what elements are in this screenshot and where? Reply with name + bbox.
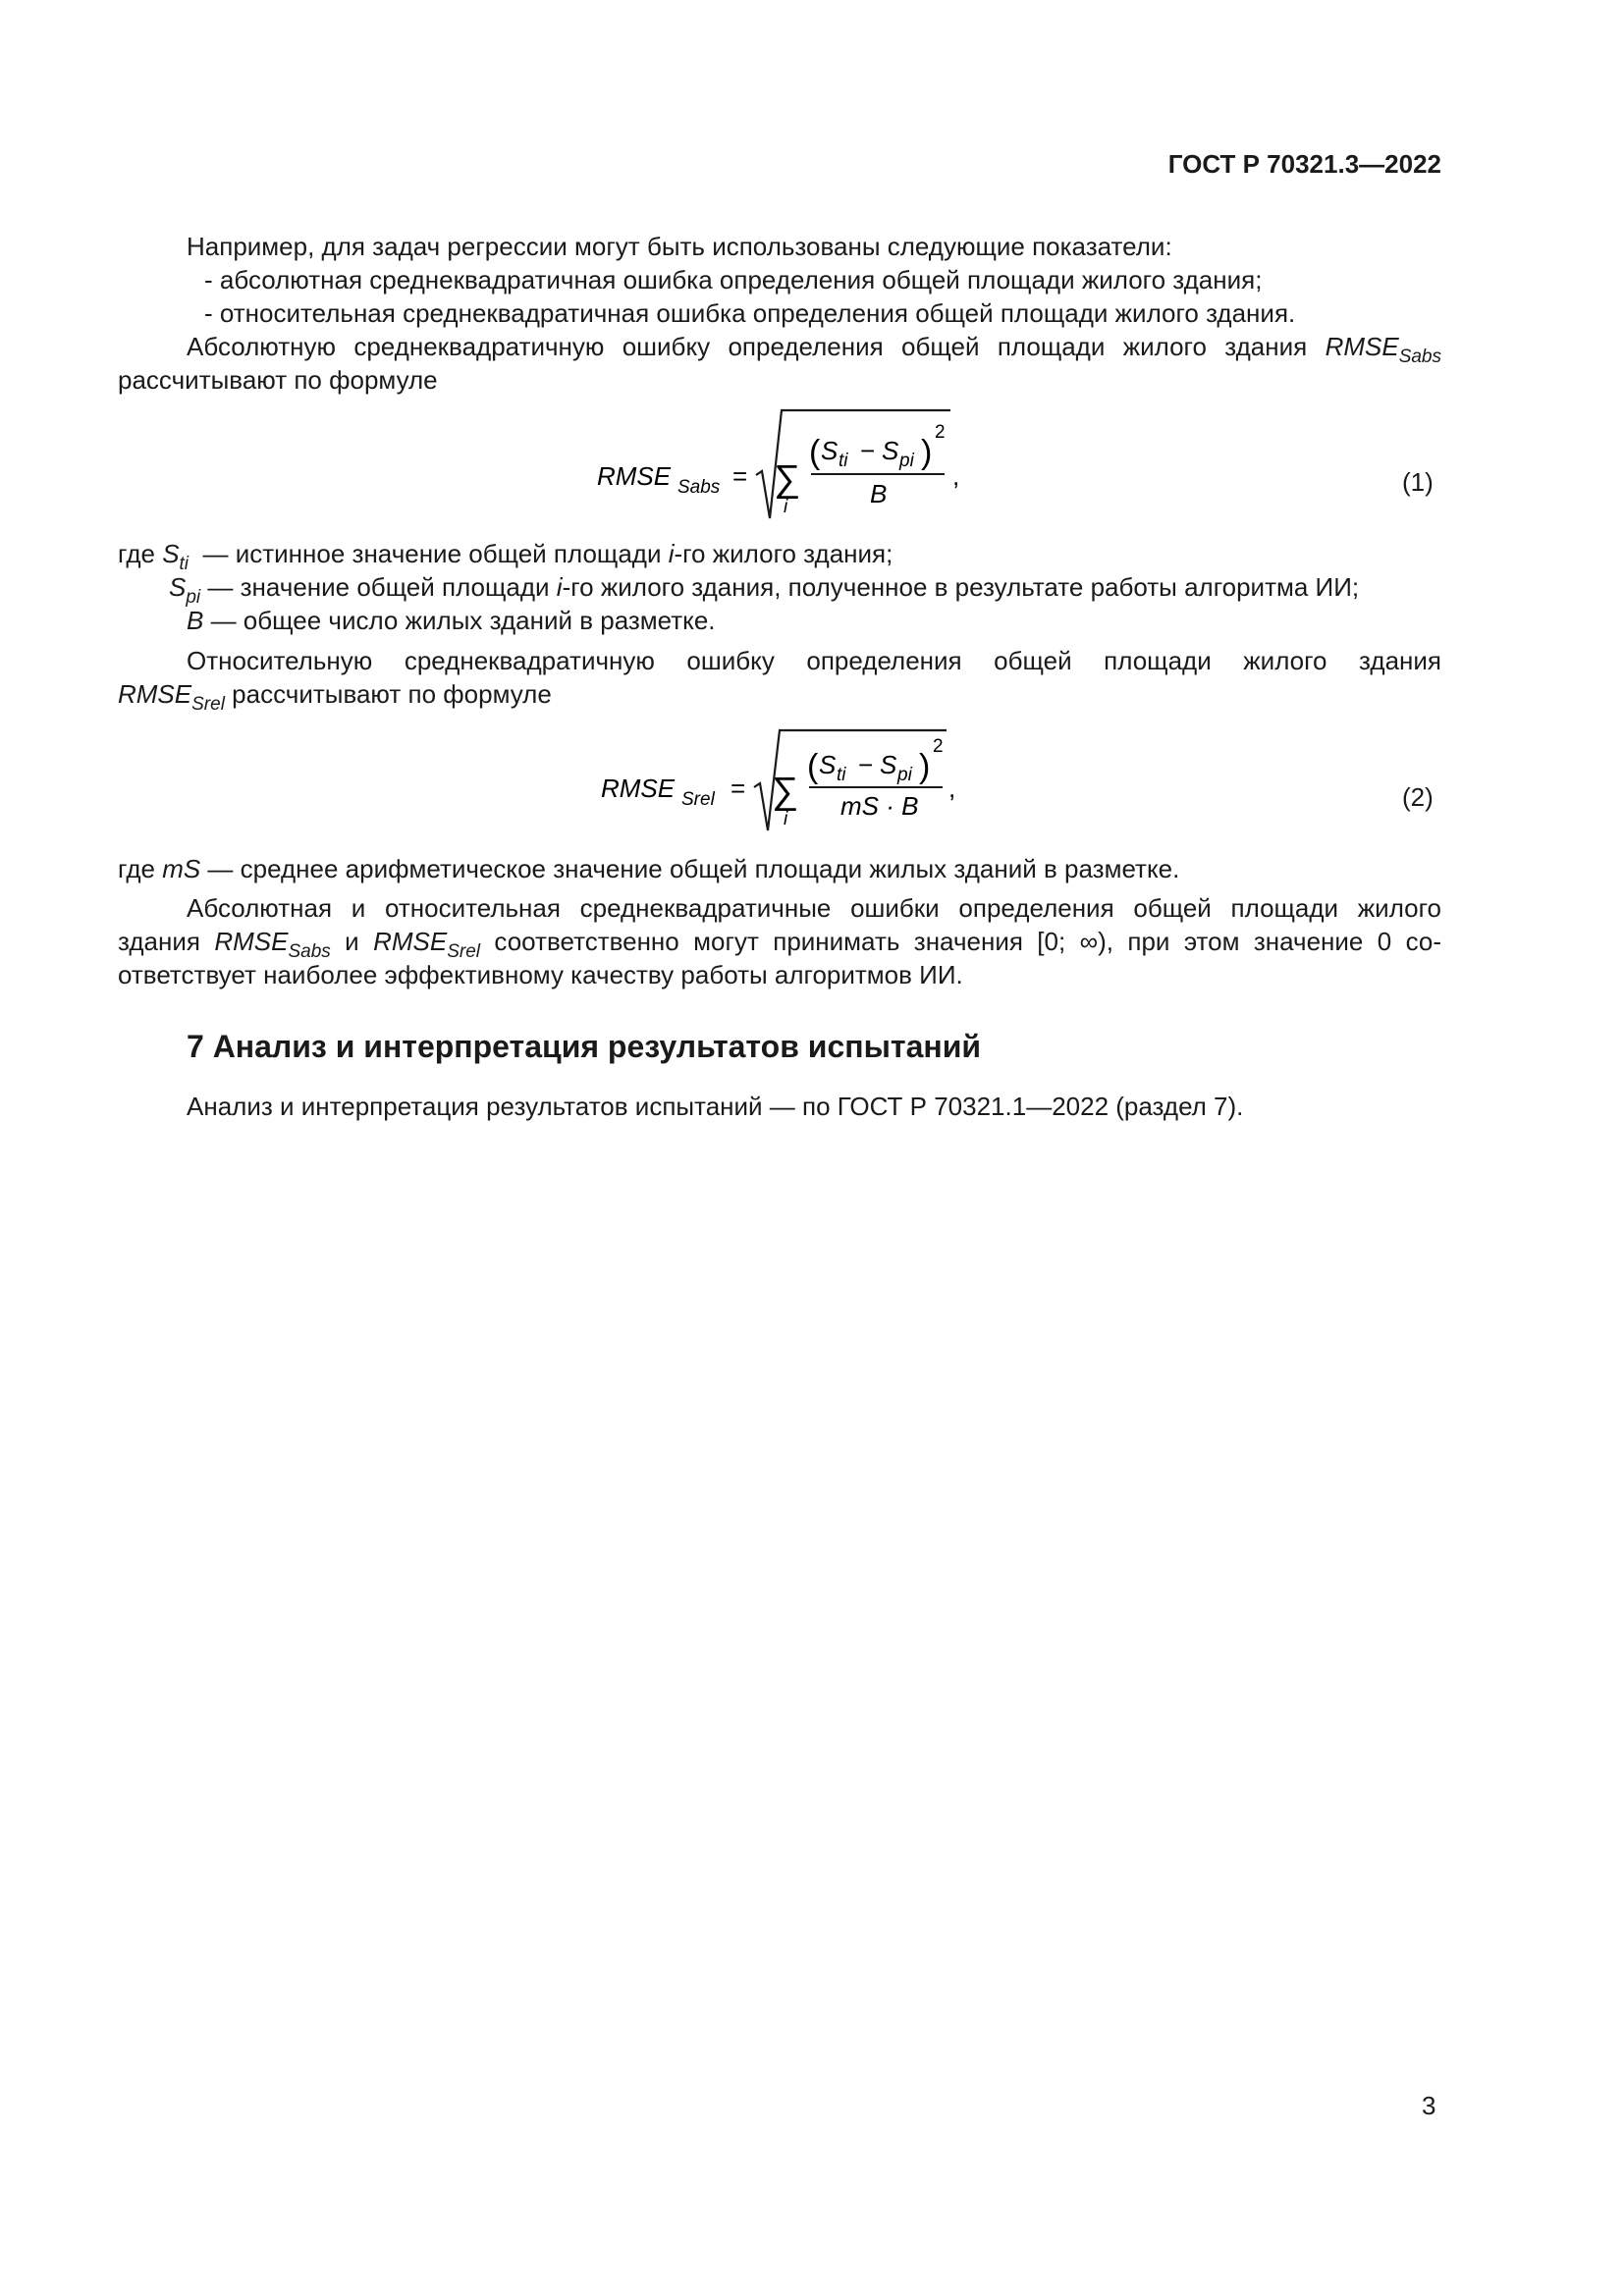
rel-formula-intro: Относительную среднеквадратичную ошибку определения общей площади жилого здания	[187, 646, 1441, 675]
conclusion-line-2: здания $RMSE_{Sabs}$ и $RMSE_{Srel}$ соответственно могут принимать значения [0; ∞), при этом значение 0 со-	[118, 927, 1441, 962]
formula-1-eq: =	[732, 461, 748, 491]
formula-2-eq: =	[731, 774, 746, 803]
where-ms: где mS — среднее арифметическое значение общей площади жилых зданий в разметке.	[118, 854, 1180, 883]
formula-2-lhs-sub: Srel	[681, 789, 715, 810]
spi-symbol: $S_{pi}$	[169, 572, 201, 608]
formula-1-lhs-sub: Sabs	[677, 477, 721, 498]
formula-2-comma: ,	[948, 774, 956, 803]
formula-2-denominator: mS · B	[840, 791, 919, 821]
formula-1-minus: −	[860, 436, 876, 465]
formula-rmse-srel	[593, 722, 1005, 845]
formula-2-lhs: RMSE	[601, 774, 676, 803]
formula-1-s-pred: S	[882, 436, 899, 465]
formula-2-paren-open: (	[807, 748, 819, 785]
formula-1-lhs: RMSE	[597, 461, 672, 491]
formula-1-ti: ti	[839, 451, 848, 471]
page-number: 3	[1422, 2091, 1436, 2120]
formula-1-comma: ,	[952, 461, 960, 491]
where-sti: где $S_{ti}$ — истинное значение общей площади i-го жилого здания;	[118, 539, 893, 574]
formula-1-power: 2	[935, 422, 946, 443]
where-b: B — общее число жилых зданий в разметке.	[187, 606, 716, 635]
formula-1-sum-index: i	[784, 497, 788, 517]
document-code: ГОСТ Р 70321.3—2022	[1167, 149, 1441, 179]
formula-1-paren-close: )	[921, 434, 933, 471]
intro-line: Например, для задач регрессии могут быть использованы следующие показатели:	[187, 232, 1172, 261]
formula-1-paren-open: (	[809, 434, 821, 471]
list-item-absolute: - абсолютная среднеквадратичная ошибка определения общей площади жилого здания;	[204, 265, 1263, 294]
section-7-heading: 7 Анализ и интерпретация результатов испытаний	[187, 1029, 982, 1064]
formula-2-paren-close: )	[919, 748, 931, 785]
formula-2-minus: −	[858, 750, 874, 779]
formula-2-svg	[593, 722, 1005, 840]
rel-formula-intro-continued: $RMSE_{Srel}$ рассчитывают по формуле	[118, 679, 552, 715]
formula-1-s-true: S	[821, 436, 839, 465]
where-spi: $S_{pi}$ — значение общей площади i-го жилого здания, полученное в результате работы алгоритма ИИ;	[169, 572, 1360, 608]
b-symbol: B	[187, 606, 204, 635]
conclusion-line-3: ответствует наиболее эффективному качеству работы алгоритмов ИИ.	[118, 960, 963, 989]
abs-formula-intro-continued: рассчитывают по формуле	[118, 365, 438, 395]
formula-2-s-pred: S	[880, 750, 897, 779]
formula-1-sum: ∑	[774, 458, 801, 500]
abs-formula-intro: Абсолютную среднеквадратичную ошибку определения общей площади жилого здания $RMSE_{Sabs}$	[187, 332, 1441, 367]
section-7-text: Анализ и интерпретация результатов испытаний — по ГОСТ Р 70321.1—2022 (раздел 7).	[187, 1092, 1244, 1121]
formula-2-power: 2	[933, 736, 944, 757]
rmse-sabs-symbol: $RMSE_{Sabs}$	[1325, 332, 1441, 367]
formula-1-number: (1)	[1402, 467, 1434, 497]
formula-2-number: (2)	[1402, 782, 1434, 812]
rmse-srel-symbol: $RMSE_{Srel}$	[118, 679, 225, 715]
formula-1-svg	[589, 402, 1001, 530]
conclusion-line-1: Абсолютная и относительная среднеквадратичные ошибки определения общей площади жилого	[187, 893, 1441, 923]
formula-2-pi: pi	[897, 765, 912, 785]
formula-1-denominator: B	[870, 479, 888, 508]
formula-2-sum-index: i	[784, 809, 788, 829]
rmse-srel-ref: $RMSE_{Srel}$	[373, 927, 481, 962]
formula-2-s-true: S	[819, 750, 837, 779]
list-item-relative: - относительная среднеквадратичная ошибка определения общей площади жилого здания.	[204, 298, 1296, 328]
formula-1-pi: pi	[899, 451, 914, 471]
sti-symbol: $S_{ti}$	[162, 539, 189, 574]
rmse-sabs-ref: $RMSE_{Sabs}$	[214, 927, 331, 962]
formula-2-ti: ti	[837, 765, 846, 785]
formula-2-sum: ∑	[772, 771, 799, 812]
formula-rmse-sabs	[589, 402, 1001, 535]
ms-symbol: mS	[162, 854, 201, 883]
